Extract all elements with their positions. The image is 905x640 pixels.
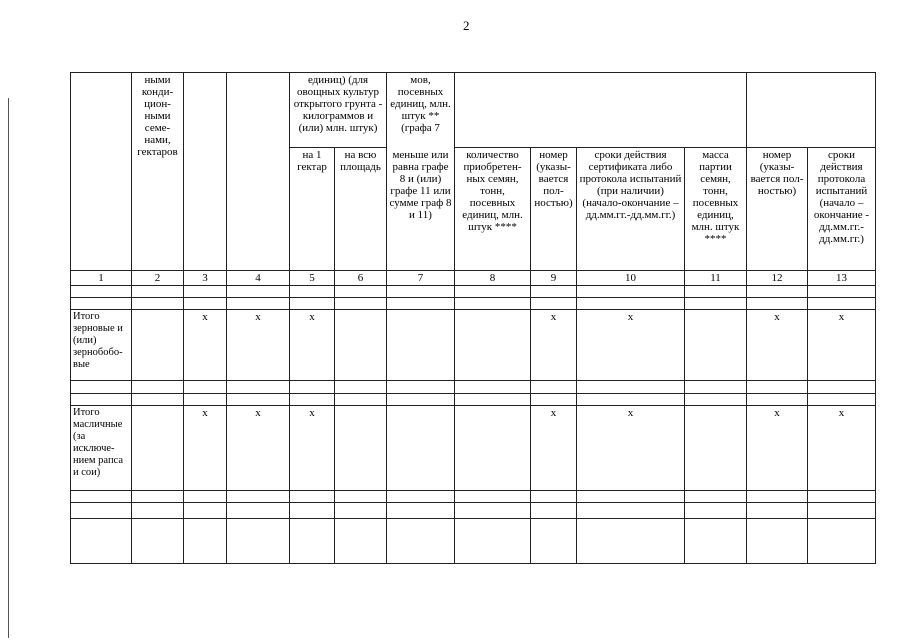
header-group-certificate [455,73,747,148]
header-group-protocol [747,73,876,148]
header-col5: на 1 гектар [290,148,335,271]
header-col6: на всю площадь [335,148,387,271]
header-col8: количество приобретен-ных семян, тонн, посевных единиц, млн. штук **** [455,148,531,271]
table-row [71,519,876,564]
x-mark: x [808,310,876,381]
x-mark: x [747,310,808,381]
page-number: 2 [463,18,470,33]
x-mark: x [184,310,227,381]
x-mark: x [290,405,335,490]
seed-form-table [70,72,876,564]
header-col2: ными конди-цион-ными семе-нами, гектаров [132,73,184,271]
table-row [71,286,876,298]
table-row [71,503,876,519]
x-mark: x [290,310,335,381]
table-row [71,298,876,310]
table-row [71,490,876,502]
table-row [71,393,876,405]
header-col13: сроки действия протокола испытаний (начало – окончание - дд.мм.гг.-дд.мм.гг.) [808,148,876,271]
grain-total-row [71,310,876,381]
col-number: 7 [387,270,455,285]
column-number-row [71,270,876,285]
x-mark: x [531,310,577,381]
oilseed-total-row [71,405,876,490]
margin-line [8,98,9,638]
header-col4 [227,73,290,271]
grain-total-label: Итого зерновые и (или) зернобобо-вые [71,310,132,381]
header-col12: номер (указы-вается пол-ностью) [747,148,808,271]
col-number: 13 [808,270,876,285]
col-number: 8 [455,270,531,285]
col-number: 2 [132,270,184,285]
col-number: 10 [577,270,685,285]
col-number: 1 [71,270,132,285]
x-mark: x [747,405,808,490]
col-number: 3 [184,270,227,285]
x-mark: x [808,405,876,490]
col-number: 5 [290,270,335,285]
table-row [71,381,876,393]
col-number: 9 [531,270,577,285]
x-mark: x [577,405,685,490]
col-number: 6 [335,270,387,285]
col-number: 11 [685,270,747,285]
x-mark: x [531,405,577,490]
header-col10: сроки действия сертификата либо протокола испытаний (при наличии) (начало-окончание – дд.мм.гг.-дд.мм.гг.) [577,148,685,271]
header-col1 [71,73,132,271]
col-number: 4 [227,270,290,285]
x-mark: x [577,310,685,381]
header-col9: номер (указы-вается пол-ностью) [531,148,577,271]
x-mark: x [227,310,290,381]
header-col3 [184,73,227,271]
header-col7-top: мов, посевных единиц, млн. штук ** (графа 7 [387,73,455,148]
header-col56: единиц) (для овощных культур открытого грунта - килограммов и (или) млн. штук) [290,73,387,148]
col-number: 12 [747,270,808,285]
x-mark: x [227,405,290,490]
header-col11: масса партии семян, тонн, посевных единиц, млн. штук **** [685,148,747,271]
x-mark: x [184,405,227,490]
oilseed-total-label: Итого масличные (за исключе-нием рапса и сои) [71,405,132,490]
header-col7-bottom: меньше или равна графе 8 и (или) графе 11 или сумме граф 8 и 11) [387,148,455,271]
